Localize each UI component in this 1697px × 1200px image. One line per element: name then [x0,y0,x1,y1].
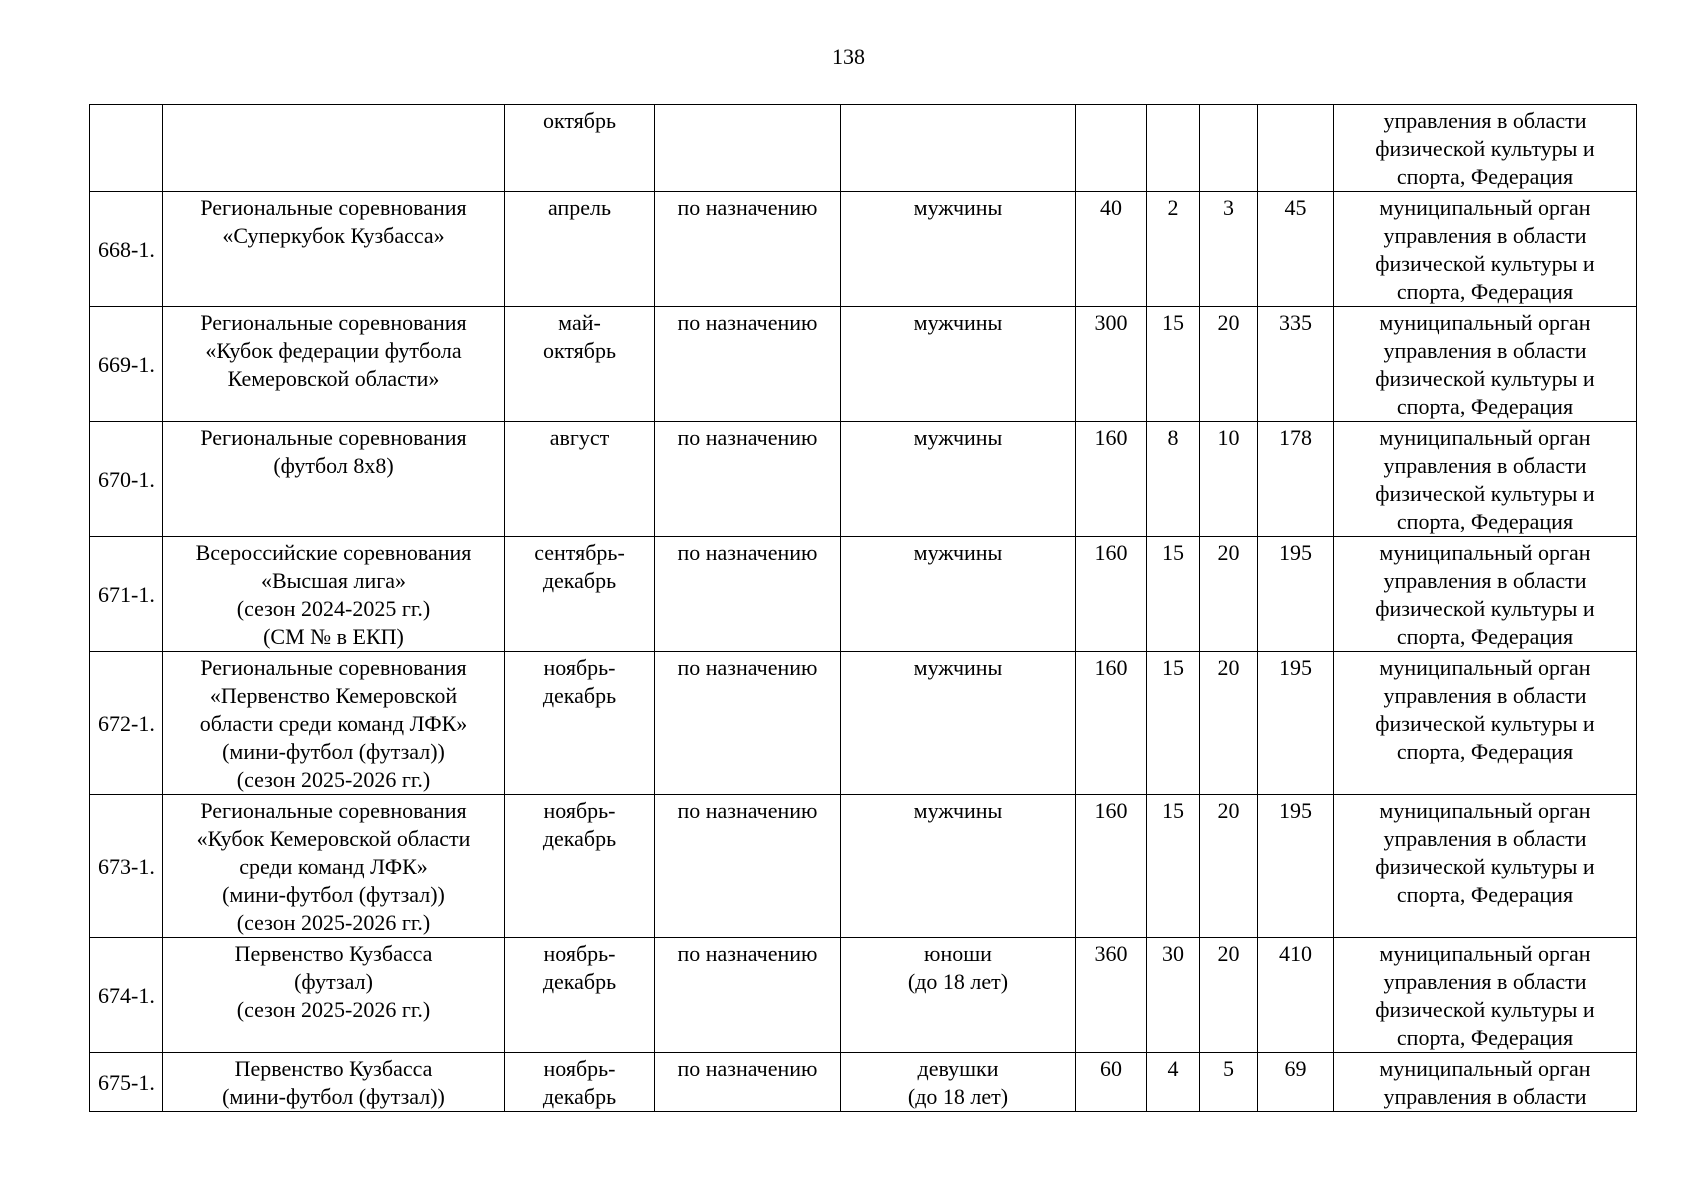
row-number [90,105,163,192]
row-number: 669-1. [90,307,163,422]
judges-count: 20 [1200,537,1258,652]
coaches-count: 15 [1147,795,1200,938]
event-venue: по назначению [655,422,841,537]
judges-count: 20 [1200,795,1258,938]
athletes-count: 160 [1076,422,1147,537]
organizer: муниципальный орган управления в области физической культуры и спорта, Федерация [1334,307,1637,422]
event-venue: по назначению [655,192,841,307]
event-dates: май- октябрь [505,307,655,422]
event-venue [655,105,841,192]
athletes-count: 40 [1076,192,1147,307]
total-count: 195 [1258,795,1334,938]
participant-category: мужчины [841,537,1076,652]
table-row [90,192,1637,307]
row-number: 674-1. [90,938,163,1053]
table-row [90,422,1637,537]
total-count: 410 [1258,938,1334,1053]
event-venue: по назначению [655,537,841,652]
table-row [90,537,1637,652]
event-name: Первенство Кузбасса (мини-футбол (футзал)) [163,1053,505,1112]
event-dates: ноябрь- декабрь [505,652,655,795]
event-venue: по назначению [655,938,841,1053]
participant-category: юноши (до 18 лет) [841,938,1076,1053]
row-number: 673-1. [90,795,163,938]
participant-category: девушки (до 18 лет) [841,1053,1076,1112]
total-count: 335 [1258,307,1334,422]
coaches-count: 8 [1147,422,1200,537]
total-count: 178 [1258,422,1334,537]
athletes-count: 300 [1076,307,1147,422]
organizer: муниципальный орган управления в области физической культуры и спорта, Федерация [1334,422,1637,537]
judges-count: 20 [1200,652,1258,795]
athletes-count: 160 [1076,795,1147,938]
judges-count: 20 [1200,307,1258,422]
event-dates: ноябрь- декабрь [505,795,655,938]
event-venue: по назначению [655,795,841,938]
event-dates: ноябрь- декабрь [505,1053,655,1112]
participant-category: мужчины [841,795,1076,938]
event-dates: сентябрь- декабрь [505,537,655,652]
event-name: Региональные соревнования «Суперкубок Кузбасса» [163,192,505,307]
coaches-count: 30 [1147,938,1200,1053]
table-row [90,1053,1637,1112]
organizer: муниципальный орган управления в области физической культуры и спорта, Федерация [1334,537,1637,652]
judges-count: 5 [1200,1053,1258,1112]
event-name: Региональные соревнования (футбол 8х8) [163,422,505,537]
organizer: управления в области физической культуры и спорта, Федерация [1334,105,1637,192]
coaches-count: 15 [1147,652,1200,795]
athletes-count: 160 [1076,537,1147,652]
participant-category: мужчины [841,307,1076,422]
event-name: Всероссийские соревнования «Высшая лига» (сезон 2024-2025 гг.) (СМ № в ЕКП) [163,537,505,652]
judges-count: 3 [1200,192,1258,307]
total-count: 45 [1258,192,1334,307]
table-row [90,307,1637,422]
judges-count [1200,105,1258,192]
event-venue: по назначению [655,307,841,422]
event-dates: октябрь [505,105,655,192]
total-count [1258,105,1334,192]
participant-category: мужчины [841,422,1076,537]
row-number: 675-1. [90,1053,163,1112]
table-row [90,105,1637,192]
judges-count: 10 [1200,422,1258,537]
organizer: муниципальный орган управления в области физической культуры и спорта, Федерация [1334,192,1637,307]
coaches-count: 15 [1147,307,1200,422]
total-count: 195 [1258,652,1334,795]
row-number: 668-1. [90,192,163,307]
event-dates: апрель [505,192,655,307]
table-row [90,795,1637,938]
organizer: муниципальный орган управления в области физической культуры и спорта, Федерация [1334,795,1637,938]
event-name: Региональные соревнования «Кубок Кемеровской области среди команд ЛФК» (мини-футбол (футзал)) (сезон 2025-2026 гг.) [163,795,505,938]
athletes-count [1076,105,1147,192]
participant-category: мужчины [841,652,1076,795]
organizer: муниципальный орган управления в области [1334,1053,1637,1112]
table-row [90,938,1637,1053]
organizer: муниципальный орган управления в области физической культуры и спорта, Федерация [1334,652,1637,795]
event-venue: по назначению [655,652,841,795]
table-row [90,652,1637,795]
participant-category [841,105,1076,192]
table-body [90,105,1637,1112]
total-count: 69 [1258,1053,1334,1112]
event-dates: август [505,422,655,537]
event-name [163,105,505,192]
event-name: Первенство Кузбасса (футзал) (сезон 2025-2026 гг.) [163,938,505,1053]
coaches-count: 2 [1147,192,1200,307]
athletes-count: 360 [1076,938,1147,1053]
page-number: 138 [832,44,865,69]
row-number: 672-1. [90,652,163,795]
event-name: Региональные соревнования «Кубок федерации футбола Кемеровской области» [163,307,505,422]
events-table [89,104,1637,1112]
athletes-count: 160 [1076,652,1147,795]
coaches-count: 15 [1147,537,1200,652]
row-number: 670-1. [90,422,163,537]
event-venue: по назначению [655,1053,841,1112]
total-count: 195 [1258,537,1334,652]
judges-count: 20 [1200,938,1258,1053]
event-name: Региональные соревнования «Первенство Кемеровской области среди команд ЛФК» (мини-футбол (футзал)) (сезон 2025-2026 гг.) [163,652,505,795]
athletes-count: 60 [1076,1053,1147,1112]
coaches-count [1147,105,1200,192]
coaches-count: 4 [1147,1053,1200,1112]
participant-category: мужчины [841,192,1076,307]
row-number: 671-1. [90,537,163,652]
event-dates: ноябрь- декабрь [505,938,655,1053]
organizer: муниципальный орган управления в области физической культуры и спорта, Федерация [1334,938,1637,1053]
